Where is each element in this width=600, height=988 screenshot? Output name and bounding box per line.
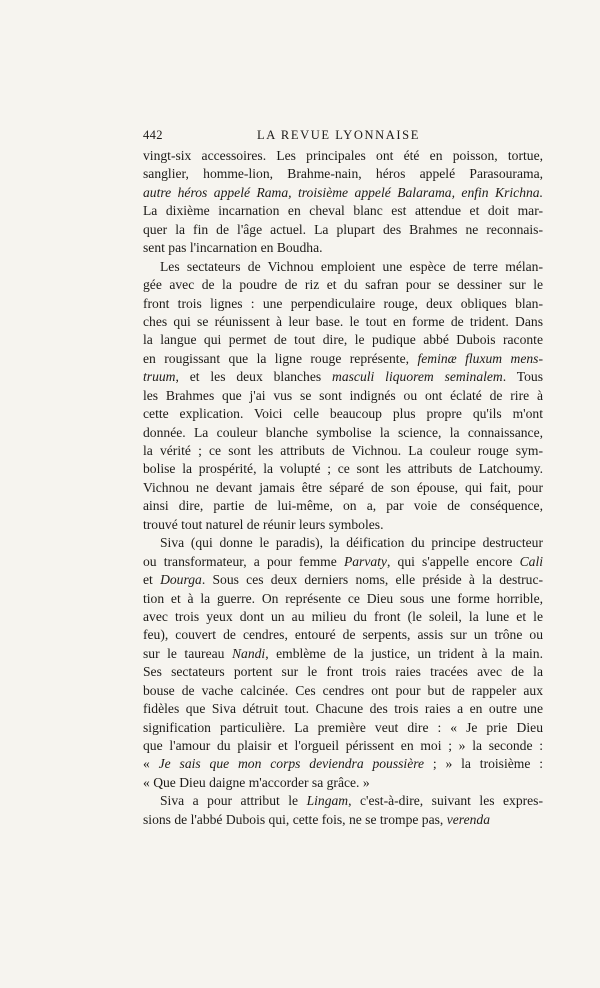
text-run: « Que Dieu daigne m'accorder sa grâce. » xyxy=(143,774,370,790)
text-line xyxy=(143,147,543,165)
text-run: vingt-six accessoires. Les principales ont été en poisson, tortue, xyxy=(143,148,543,163)
text-line xyxy=(143,405,543,423)
text-line xyxy=(143,516,543,534)
text-run: bolise la prospérité, la volupté ; ce sont les attributs de Latchoumy. xyxy=(143,461,543,477)
page-number: 442 xyxy=(143,128,163,142)
text-run: la vérité ; ce sont les attributs de Vichnou. La couleur rouge sym- xyxy=(143,443,543,458)
text-line xyxy=(143,590,543,608)
text-run: cette explication. Voici celle beaucoup plus propre qu'ils m'ont xyxy=(143,406,543,422)
text-run: , et les deux blanches xyxy=(175,369,333,385)
text-run: ; » la troisième : xyxy=(424,756,543,772)
text-run: gée avec de la poudre de riz et du safran pour se dessiner sur le xyxy=(143,277,543,293)
text-run: signification particulière. La première veut dire : « Je prie Dieu xyxy=(143,719,543,735)
running-title: LA REVUE LYONNAISE xyxy=(257,128,420,142)
paragraph xyxy=(143,534,543,792)
text-run: avec trois yeux dont un au milieu du front (le soleil, la lune et le xyxy=(143,608,543,624)
italic-text: feminæ fluxum mens- xyxy=(417,350,543,366)
text-run: quer la fin de l'âge actuel. La plupart des Brahmes ne reconnais- xyxy=(143,221,543,237)
text-line xyxy=(143,202,543,220)
italic-text: autre héros appelé Rama, troisième appelé Balarama, enfin Krichna. xyxy=(143,184,543,200)
text-run: Ses sectateurs portent sur le front trois raies tracées avec de la xyxy=(143,664,543,680)
text-line xyxy=(143,626,543,644)
italic-text: verenda xyxy=(446,811,490,827)
text-run: donnée. La couleur blanche symbolise la science, la connaissance, xyxy=(143,424,543,440)
text-run: , qui s'appelle encore xyxy=(386,553,520,569)
text-run: , c'est-à-dire, suivant les expres- xyxy=(348,793,543,809)
italic-text: Parvaty xyxy=(343,553,387,569)
text-line xyxy=(143,571,543,589)
italic-text: truum xyxy=(143,369,176,385)
text-line xyxy=(143,645,543,663)
italic-text: Lingam xyxy=(306,793,349,809)
italic-text: Cali xyxy=(519,553,543,569)
text-line xyxy=(143,663,543,681)
text-run: trouvé tout naturel de réunir leurs symboles. xyxy=(143,516,384,532)
text-run: les Brahmes que j'ai vus se sont indignés ou ont éclaté de rire à xyxy=(143,387,543,403)
text-line xyxy=(143,460,543,478)
text-run: que l'amour du plaisir et l'orgueil périssent en moi ; » la seconde : xyxy=(143,738,543,753)
text-line xyxy=(143,534,543,552)
text-run: « xyxy=(143,756,159,772)
text-line xyxy=(143,442,543,460)
text-run: ches qui se réunissent à leur base. le tout en forme de trident. Dans xyxy=(143,313,543,329)
italic-text: Dourga xyxy=(160,572,202,588)
text-line xyxy=(143,331,543,349)
text-line xyxy=(143,774,543,792)
text-line xyxy=(143,479,543,497)
text-line xyxy=(143,295,543,313)
text-line xyxy=(143,608,543,626)
text-run: . Sous ces deux derniers noms, elle préside à la destruc- xyxy=(201,572,543,588)
text-line xyxy=(143,258,543,276)
text-line xyxy=(143,737,543,755)
text-line xyxy=(143,719,543,737)
text-run: Vichnou ne devant jamais être séparé de son épouse, qui fait, pour xyxy=(143,479,543,495)
italic-text: Nandi xyxy=(231,645,266,661)
text-line xyxy=(143,184,543,202)
page-header xyxy=(143,128,543,146)
text-run: sent pas l'incarnation en Boudha. xyxy=(143,240,323,256)
paragraph xyxy=(143,258,543,535)
text-run: Siva (qui donne le paradis), la déification du principe destructeur xyxy=(160,535,543,551)
text-run: sur le taureau xyxy=(143,645,232,661)
italic-text: masculi liquorem seminalem xyxy=(332,369,503,385)
text-run: sanglier, homme-lion, Brahme-nain, héros appelé Parasourama, xyxy=(143,166,543,182)
text-line xyxy=(143,387,543,405)
text-line xyxy=(143,350,543,368)
text-run: , emblème de la justice, un trident à la main. xyxy=(265,645,543,661)
text-line xyxy=(143,682,543,700)
text-run: . Tous xyxy=(502,369,543,385)
text-run: la langue qui permet de tout dire, le pudique abbé Dubois raconte xyxy=(143,332,543,348)
text-run: ou transformateur, a pour femme xyxy=(143,553,344,569)
paragraph xyxy=(143,147,543,258)
italic-text: Je sais que mon corps deviendra poussière xyxy=(158,756,425,772)
text-line xyxy=(143,368,543,386)
text-line xyxy=(143,239,543,257)
text-run: front trois lignes : une perpendiculaire rouge, deux obliques blan- xyxy=(143,295,543,311)
text-line xyxy=(143,165,543,183)
text-line xyxy=(143,424,543,442)
text-line xyxy=(143,700,543,718)
body-text xyxy=(143,147,543,829)
text-run: Siva a pour attribut le xyxy=(160,793,307,809)
text-run: fidèles que Siva détruit tout. Chacune des trois raies a en outre une xyxy=(143,701,543,717)
text-run: tion et à la guerre. On représente ce Dieu sous une forme horrible, xyxy=(143,590,543,606)
text-line xyxy=(143,221,543,239)
text-line xyxy=(143,276,543,294)
text-run: ainsi dire, partie de lui-même, on a, par voie de conséquence, xyxy=(143,498,543,514)
text-run: sions de l'abbé Dubois qui, cette fois, ne se trompe pas, xyxy=(143,811,447,827)
text-line xyxy=(143,313,543,331)
text-run: Les sectateurs de Vichnou emploient une espèce de terre mélan- xyxy=(160,258,543,274)
text-line xyxy=(143,792,543,810)
text-run: et xyxy=(143,572,161,588)
text-run: en rougissant que la ligne rouge représente, xyxy=(143,350,418,366)
paragraph xyxy=(143,792,543,829)
text-run: bouse de vache calcinée. Ces cendres ont pour but de rappeler aux xyxy=(143,682,543,698)
text-line xyxy=(143,497,543,515)
text-line xyxy=(143,811,543,829)
text-line xyxy=(143,553,543,571)
text-line xyxy=(143,755,543,773)
text-run: feu), couvert de cendres, entouré de serpents, assis sur un trône ou xyxy=(143,627,543,643)
text-run: La dixième incarnation en cheval blanc est attendue et doit mar- xyxy=(143,203,543,219)
